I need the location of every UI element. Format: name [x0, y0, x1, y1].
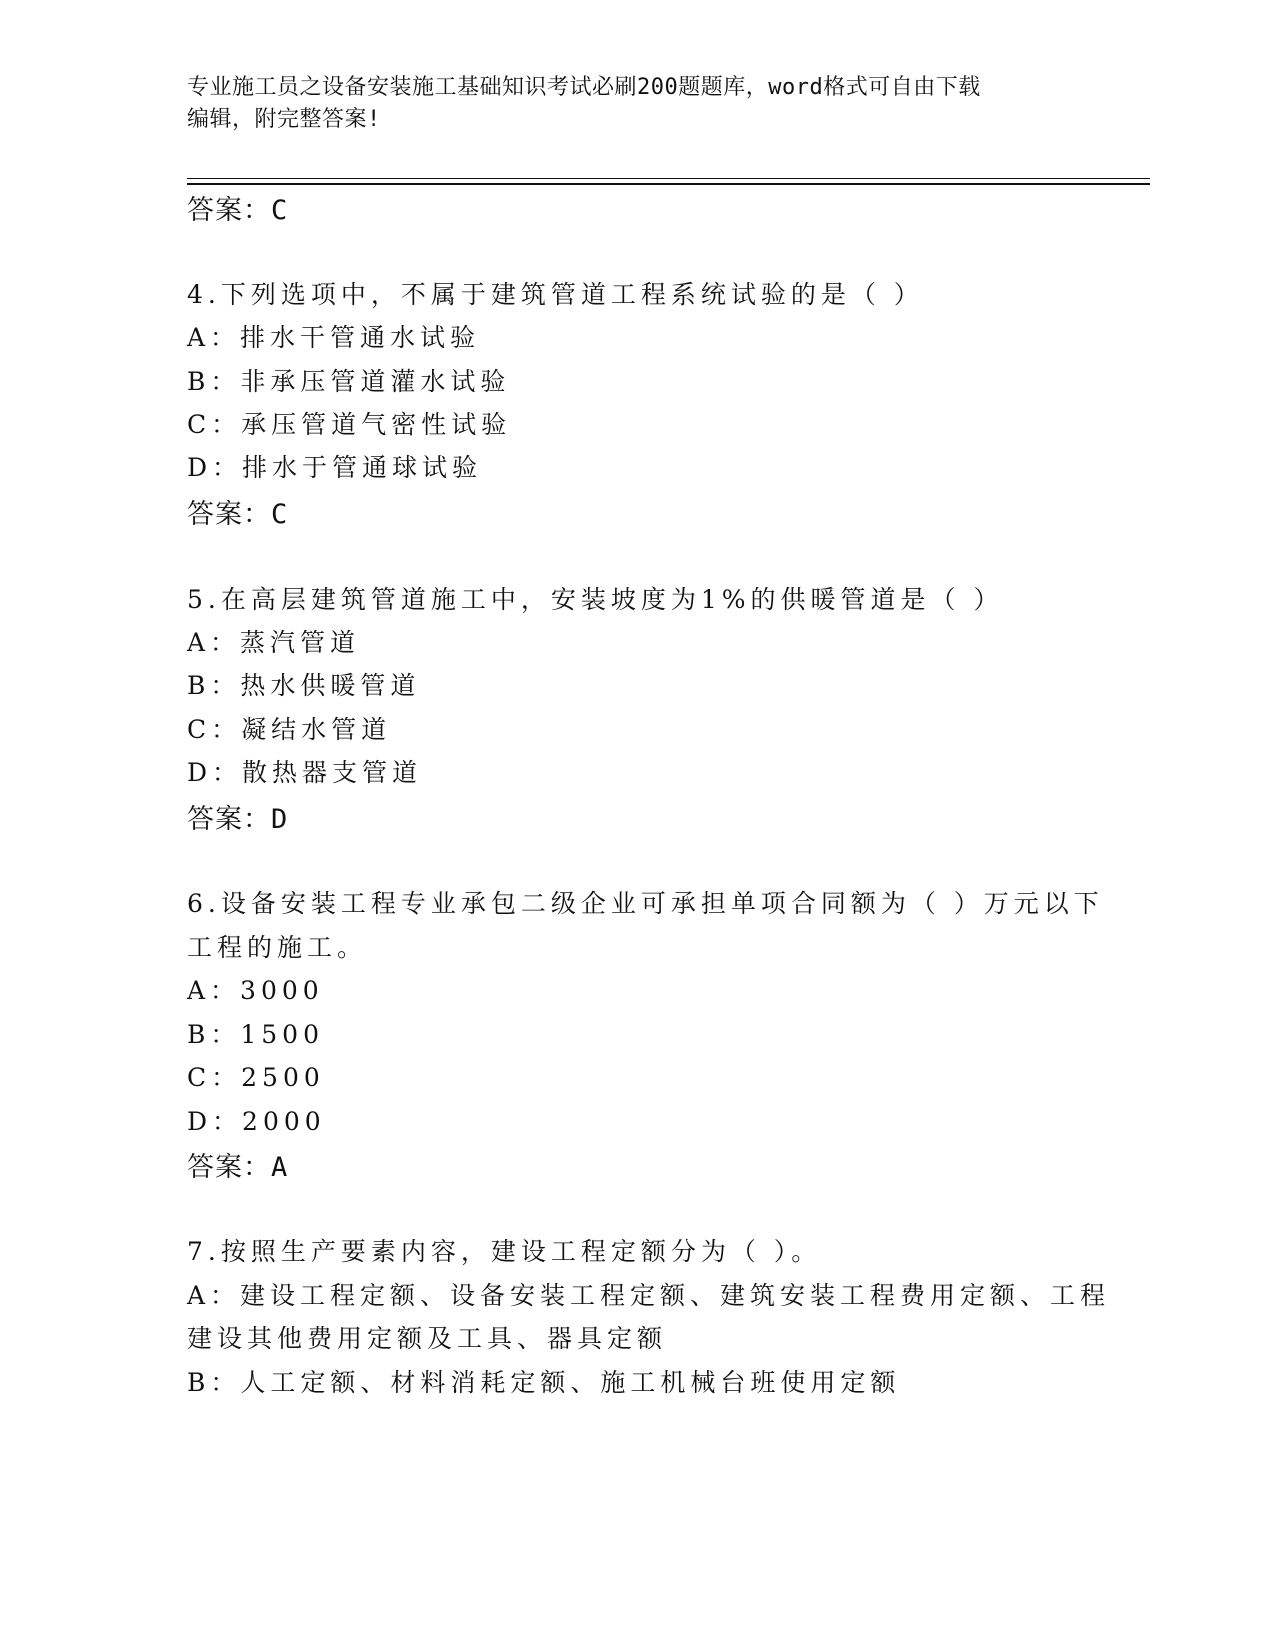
option-line: B：非承压管道灌水试验 [187, 367, 511, 396]
question-stem: 6.设备安装工程专业承包二级企业可承担单项合同额为（ ）万元以下 [187, 889, 1104, 918]
option-line: D：排水于管通球试验 [187, 453, 483, 482]
option-line: B：1500 [187, 1020, 324, 1049]
option-line: C：凝结水管道 [187, 715, 392, 744]
header-rule-thin [187, 178, 1150, 179]
option-line: A：排水干管通水试验 [187, 323, 481, 352]
header-line-2: 编辑，附完整答案! [187, 107, 381, 132]
question-stem-continued: 工程的施工。 [187, 933, 368, 962]
option-line: D：2000 [187, 1107, 326, 1136]
answer-line: 答案：C [187, 195, 289, 226]
option-line: A：建设工程定额、设备安装工程定额、建筑安装工程费用定额、工程 [187, 1281, 1111, 1310]
option-line-continued: 建设其他费用定额及工具、器具定额 [187, 1324, 668, 1353]
answer-line: 答案：D [187, 804, 289, 835]
question-stem: 4.下列选项中，不属于建筑管道工程系统试验的是（ ） [187, 280, 924, 309]
option-line: A：3000 [187, 976, 324, 1005]
option-line: A：蒸汽管道 [187, 628, 361, 657]
question-stem: 5.在高层建筑管道施工中，安装坡度为1%的供暖管道是（ ） [187, 585, 1004, 614]
option-line: B：热水供暖管道 [187, 671, 421, 700]
option-line: B：人工定额、材料消耗定额、施工机械台班使用定额 [187, 1368, 901, 1397]
option-line: D：散热器支管道 [187, 758, 423, 787]
option-line: C：2500 [187, 1063, 325, 1092]
document-header [187, 72, 1087, 136]
answer-line: 答案：A [187, 1152, 289, 1183]
header-rule-thick [187, 183, 1150, 185]
header-line-1: 专业施工员之设备安装施工基础知识考试必刷200题题库，word格式可自由下载 [187, 75, 981, 100]
answer-line: 答案：C [187, 499, 289, 530]
question-stem: 7.按照生产要素内容，建设工程定额分为（ ）。 [187, 1237, 822, 1266]
option-line: C：承压管道气密性试验 [187, 410, 512, 439]
